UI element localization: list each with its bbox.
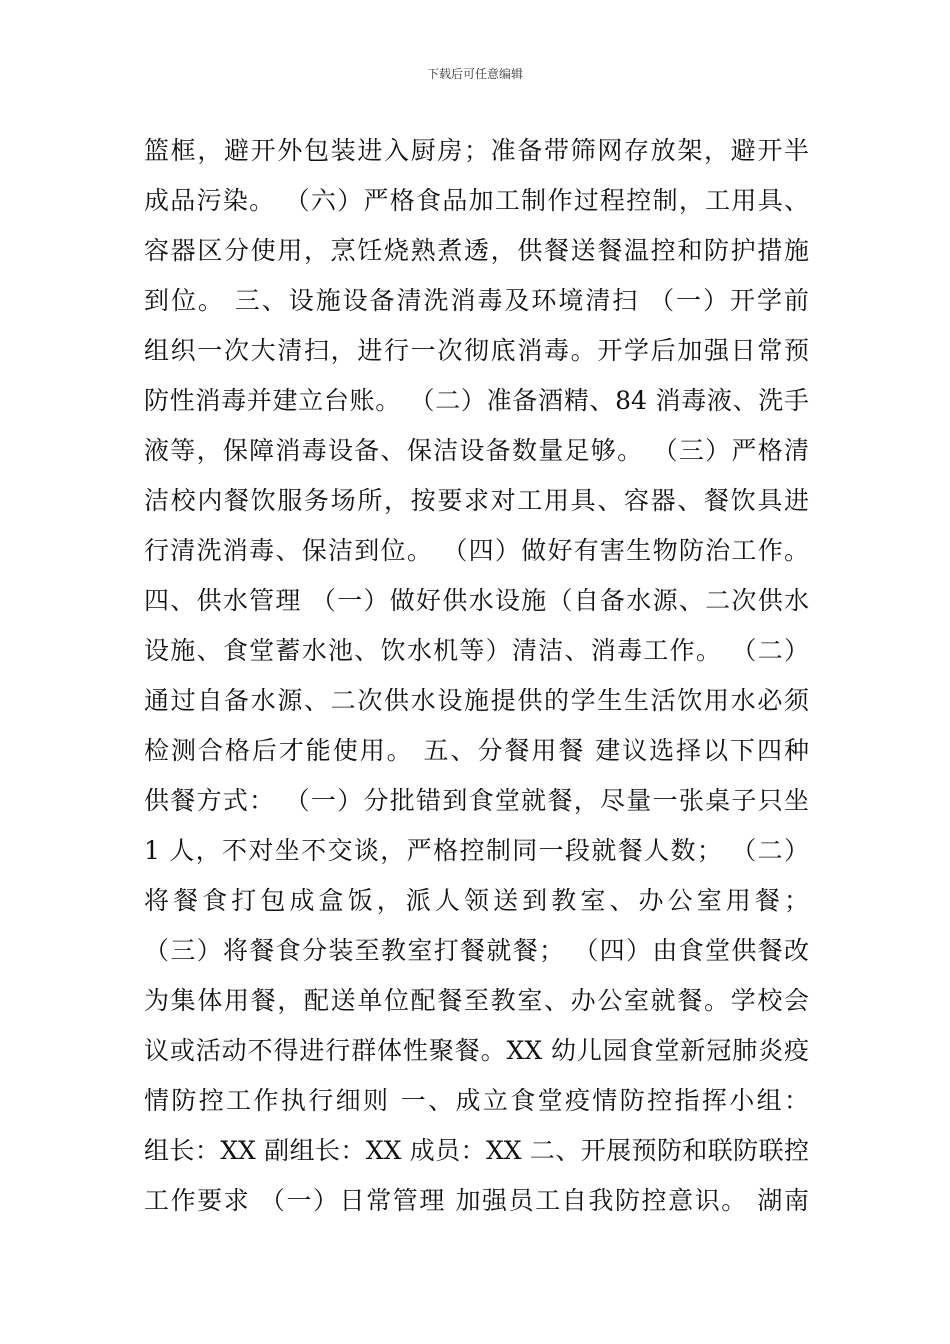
text-line: 工作要求 （一）日常管理 加强员工自我防控意识。 湖南 [144, 1186, 809, 1215]
text-line: 为集体用餐，配送单位配餐至教室、办公室就餐。学校会 [144, 986, 809, 1015]
page-header: 下载后可任意编辑 [426, 67, 523, 81]
text-line: 篮框，避开外包装进入厨房；准备带筛网存放架，避开半 [144, 136, 809, 165]
text-line: 组长：XX 副组长：XX 成员：XX 二、开展预防和联防联控 [144, 1136, 809, 1165]
text-line: 情防控工作执行细则 一、成立食堂疫情防控指挥小组： [144, 1086, 809, 1115]
text-line: 设施、食堂蓄水池、饮水机等）清洁、消毒工作。 （二） [144, 636, 809, 665]
text-line: 洁校内餐饮服务场所，按要求对工用具、容器、餐饮具进 [144, 486, 809, 515]
text-line: 成品污染。 （六）严格食品加工制作过程控制，工用具、 [144, 186, 809, 215]
text-line: 液等，保障消毒设备、保洁设备数量足够。 （三）严格清 [144, 436, 809, 465]
text-line: 通过自备水源、二次供水设施提供的学生生活饮用水必须 [144, 686, 809, 715]
text-line: 容器区分使用，烹饪烧熟煮透，供餐送餐温控和防护措施 [144, 236, 809, 265]
text-line: 检测合格后才能使用。 五、分餐用餐 建议选择以下四种 [144, 736, 809, 765]
text-line: 行清洗消毒、保洁到位。 （四）做好有害生物防治工作。 [144, 536, 809, 565]
text-line: 议或活动不得进行群体性聚餐。XX 幼儿园食堂新冠肺炎疫 [144, 1036, 809, 1065]
text-line: 1 人，不对坐不交谈，严格控制同一段就餐人数； （二） [144, 836, 809, 865]
text-line: 防性消毒并建立台账。 （二）准备酒精、84 消毒液、洗手 [144, 386, 809, 415]
text-line: 到位。 三、设施设备清洗消毒及环境清扫 （一）开学前 [144, 286, 809, 315]
text-line: 四、供水管理 （一）做好供水设施（自备水源、二次供水 [144, 586, 809, 615]
text-line: 将餐食打包成盒饭，派人领送到教室、办公室用餐； [144, 886, 809, 915]
text-line: 组织一次大清扫，进行一次彻底消毒。开学后加强日常预 [144, 336, 809, 365]
text-line: （三）将餐食分装至教室打餐就餐； （四）由食堂供餐改 [144, 936, 809, 965]
text-line: 供餐方式： （一）分批错到食堂就餐，尽量一张桌子只坐 [144, 786, 809, 815]
body-text [144, 126, 809, 1226]
